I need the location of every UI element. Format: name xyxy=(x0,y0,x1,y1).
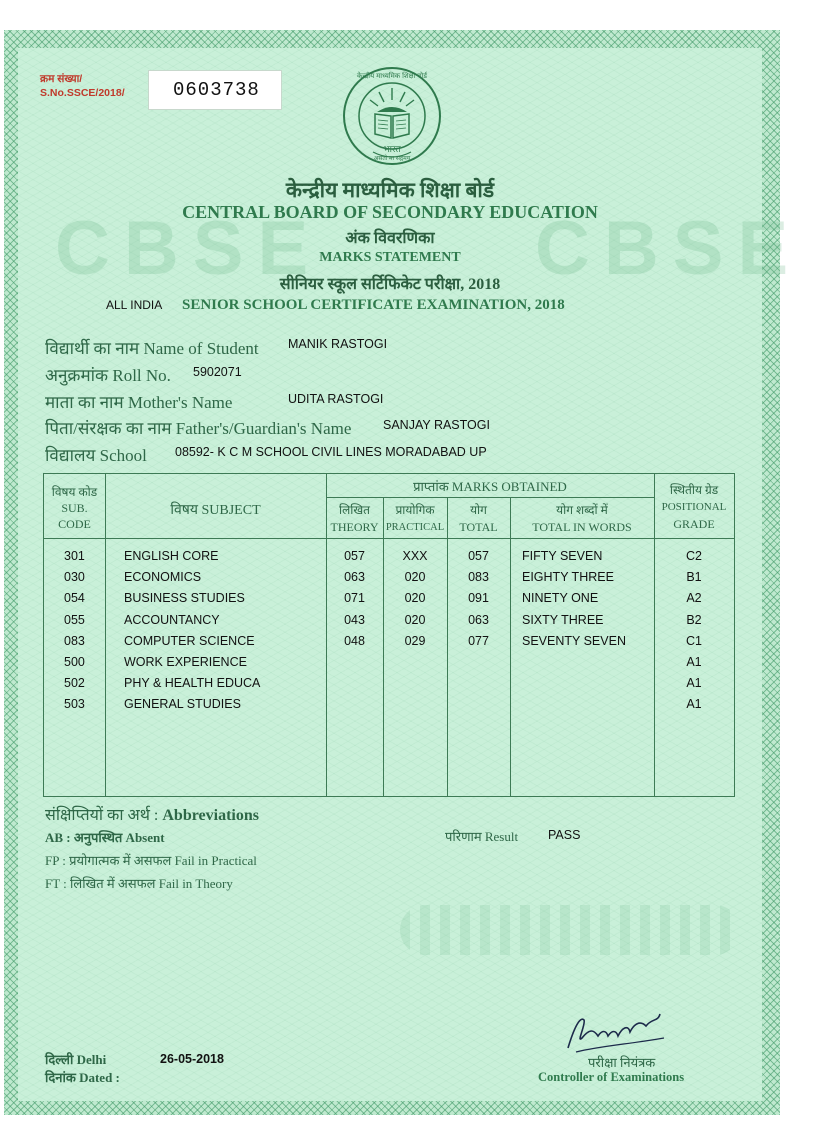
exam-english: SENIOR SCHOOL CERTIFICATE EXAMINATION, 2018 xyxy=(182,297,565,313)
result-label-en: Result xyxy=(484,829,519,844)
dated-hi: दिनांक xyxy=(45,1070,76,1085)
cbse-emblem xyxy=(335,64,449,168)
header-total-en: TOTAL xyxy=(459,520,498,534)
cell-grade: B2 xyxy=(686,612,702,627)
cell-theory: 063 xyxy=(344,570,365,585)
cell-code: 030 xyxy=(64,570,85,585)
cell-subject: COMPUTER SCIENCE xyxy=(124,633,255,648)
header-grade xyxy=(654,482,734,533)
father-label xyxy=(45,416,351,439)
controller-hindi: परीक्षा नियंत्रक xyxy=(588,1055,656,1070)
abbr-fail-theory: FT : लिखित में असफल Fail in Theory xyxy=(45,876,233,891)
cell-words: FIFTY SEVEN xyxy=(522,549,603,563)
header-theory xyxy=(326,502,383,536)
cell-practical: 020 xyxy=(404,591,426,606)
student-name-label xyxy=(45,336,259,359)
school-label-hi: विद्यालय xyxy=(45,446,96,465)
student-name-label-en: Name of Student xyxy=(143,339,259,358)
cell-subject: ENGLISH CORE xyxy=(124,549,219,563)
school-label xyxy=(45,443,147,466)
cell-practical: 020 xyxy=(404,570,426,585)
emblem-country: भारत xyxy=(383,144,401,154)
cell-grade: A2 xyxy=(686,591,702,606)
place-hi: दिल्ली xyxy=(45,1052,74,1067)
watermark-right: CBSE xyxy=(535,206,803,291)
mother-label-en: Mother's Name xyxy=(127,393,233,412)
cell-code: 500 xyxy=(64,655,85,669)
table-row xyxy=(44,676,734,696)
cell-theory: 057 xyxy=(344,549,365,563)
dated-label xyxy=(45,1069,120,1087)
cell-practical: 020 xyxy=(404,612,426,627)
father-label-en: Father's/Guardian's Name xyxy=(175,419,352,438)
serial-number: 0603738 xyxy=(173,79,260,101)
cell-grade: B1 xyxy=(686,570,702,585)
abbreviations-title-en: Abbreviations xyxy=(162,807,259,824)
statement-hindi: अंक विवरणिका xyxy=(345,230,435,247)
cell-subject: ACCOUNTANCY xyxy=(124,612,220,627)
cell-subject: WORK EXPERIENCE xyxy=(124,655,247,669)
father-name: SANJAY RASTOGI xyxy=(383,418,490,432)
serial-label xyxy=(40,72,125,100)
cell-theory: 048 xyxy=(344,633,365,648)
cell-total: 063 xyxy=(468,612,489,627)
mother-label xyxy=(45,390,232,413)
serial-box xyxy=(148,70,282,110)
place-label xyxy=(45,1051,120,1069)
board-name-english: CENTRAL BOARD OF SECONDARY EDUCATION xyxy=(182,202,598,222)
cell-code: 503 xyxy=(64,697,85,712)
cell-total: 077 xyxy=(468,633,489,648)
issue-date: 26-05-2018 xyxy=(160,1052,224,1066)
father-label-hi: पिता/संरक्षक का नाम xyxy=(45,419,172,438)
cell-words: SEVENTY SEVEN xyxy=(522,633,626,648)
header-theory-en: THEORY xyxy=(330,520,379,534)
cell-subject: BUSINESS STUDIES xyxy=(124,591,245,606)
abbr-absent: AB : अनुपस्थित Absent xyxy=(45,830,165,845)
header-code-en2: CODE xyxy=(58,517,91,531)
table-row xyxy=(44,613,734,633)
cell-theory: 043 xyxy=(344,612,365,627)
student-name: MANIK RASTOGI xyxy=(288,337,388,351)
table-row xyxy=(44,591,734,611)
cell-grade: C1 xyxy=(686,633,702,648)
header-words-hi: योग शब्दों में xyxy=(556,503,608,517)
cell-grade: A1 xyxy=(686,655,702,669)
cell-words: SIXTY THREE xyxy=(522,612,604,627)
emblem-text-top: केन्द्रीय माध्यमिक शिक्षा बोर्ड xyxy=(357,73,427,80)
abbr-fail-practical: FP : प्रयोगात्मक में असफल Fail in Practical xyxy=(45,853,257,868)
cell-code: 083 xyxy=(64,633,85,648)
place-en: Delhi xyxy=(76,1052,107,1067)
header-marks-obtained: प्राप्तांक MARKS OBTAINED xyxy=(413,479,567,494)
roll-label-hi: अनुक्रमांक xyxy=(45,366,109,385)
cell-practical: XXX xyxy=(402,549,428,563)
decorative-band xyxy=(400,905,740,955)
controller-english: Controller of Examinations xyxy=(538,1070,685,1084)
header-words xyxy=(510,502,654,536)
school-label-en: School xyxy=(99,446,147,465)
header-practical-hi: प्रायोगिक xyxy=(395,503,435,517)
cell-subject: ECONOMICS xyxy=(124,570,202,585)
cell-grade: A1 xyxy=(686,676,702,691)
controller-signature xyxy=(560,1008,670,1056)
header-code-hi: विषय कोड xyxy=(51,485,98,499)
cell-grade: C2 xyxy=(686,549,702,563)
header-grade-en2: GRADE xyxy=(673,517,715,531)
scope: ALL INDIA xyxy=(106,298,163,312)
cell-total: 057 xyxy=(468,549,489,563)
row-divider xyxy=(326,497,654,498)
result-label-hi: परिणाम xyxy=(445,829,482,844)
cell-subject: PHY & HEALTH EDUCA xyxy=(124,676,261,691)
student-name-label-hi: विद्यार्थी का नाम xyxy=(45,339,140,358)
header-total-hi: योग xyxy=(470,503,487,517)
abbreviations-title xyxy=(45,803,259,825)
cell-practical: 029 xyxy=(404,633,426,648)
roll-label-en: Roll No. xyxy=(112,366,171,385)
place-date-labels xyxy=(45,1051,120,1087)
cell-code: 301 xyxy=(64,549,85,563)
mother-name: UDITA RASTOGI xyxy=(288,392,384,406)
header-practical-en: PRACTICAL xyxy=(385,522,445,533)
marks-table xyxy=(43,473,735,797)
table-row xyxy=(44,697,734,717)
result-label xyxy=(445,827,518,845)
table-row xyxy=(44,634,734,654)
roll-label xyxy=(45,363,171,386)
table-row xyxy=(44,655,734,675)
cell-code: 055 xyxy=(64,612,85,627)
cell-total: 091 xyxy=(468,591,489,606)
header-theory-hi: लिखित xyxy=(338,503,370,517)
header-divider xyxy=(44,538,734,539)
dated-en: Dated : xyxy=(79,1070,120,1085)
cell-total: 083 xyxy=(468,570,489,585)
serial-label-en: S.No.SSCE/2018/ xyxy=(40,87,125,99)
roll-number: 5902071 xyxy=(193,365,242,379)
statement-english: MARKS STATEMENT xyxy=(319,250,461,265)
header-total xyxy=(447,502,510,536)
header-grade-en1: POSITIONAL xyxy=(661,501,727,513)
cell-words: NINETY ONE xyxy=(522,591,599,606)
cell-words: EIGHTY THREE xyxy=(522,570,614,585)
cell-code: 054 xyxy=(64,591,85,606)
header-subject: विषय SUBJECT xyxy=(170,503,261,518)
cell-grade: A1 xyxy=(686,697,702,712)
header-grade-hi: स्थितीय ग्रेड xyxy=(669,483,719,497)
emblem-motto: असतो मा सद्गमय xyxy=(373,156,411,162)
header-practical xyxy=(383,502,447,536)
header-words-en: TOTAL IN WORDS xyxy=(532,520,632,534)
cell-theory: 071 xyxy=(344,591,365,606)
header-code-en1: SUB. xyxy=(61,501,88,515)
school-name: 08592- K C M SCHOOL CIVIL LINES MORADABAD UP xyxy=(175,445,487,459)
abbreviations-title-hi: संक्षिप्तियों का अर्थ : xyxy=(45,807,159,824)
table-row xyxy=(44,570,734,590)
result-value: PASS xyxy=(548,828,581,842)
board-name-hindi: केन्द्रीय माध्यमिक शिक्षा बोर्ड xyxy=(285,178,495,202)
header-code xyxy=(44,484,105,532)
mother-label-hi: माता का नाम xyxy=(45,393,124,412)
watermark-left: CBSE xyxy=(55,206,323,291)
cell-subject: GENERAL STUDIES xyxy=(124,697,241,712)
exam-hindi: सीनियर स्कूल सर्टिफिकेट परीक्षा, 2018 xyxy=(279,276,501,293)
serial-label-hi: क्रम संख्या/ xyxy=(40,73,83,85)
cell-code: 502 xyxy=(64,676,85,691)
table-row xyxy=(44,549,734,569)
